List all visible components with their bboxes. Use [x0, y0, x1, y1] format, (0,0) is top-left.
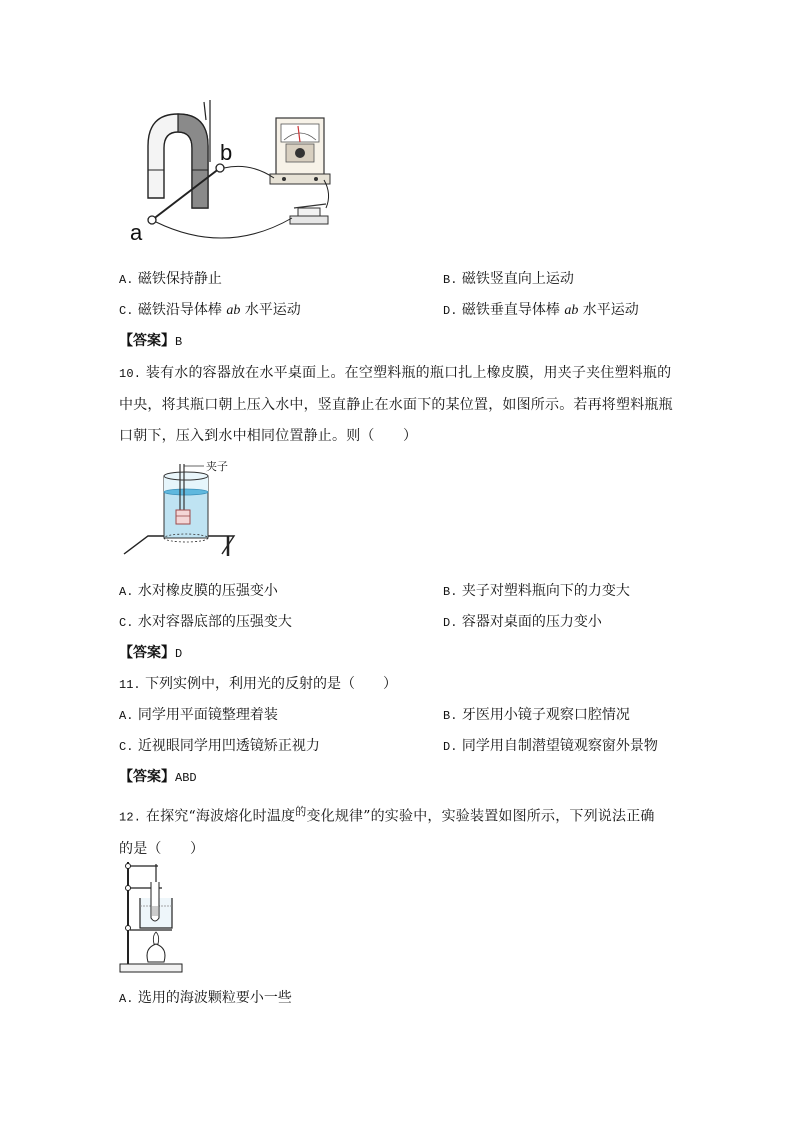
- q11-option-c[interactable]: C. 近视眼同学用凹透镜矫正视力: [119, 738, 320, 754]
- q11-stem: 11. 下列实例中，利用光的反射的是（ ）: [119, 676, 398, 692]
- electromagnetic-induction-diagram: [126, 98, 336, 246]
- q11-option-d[interactable]: D. 同学用自制潜望镜观察窗外景物: [443, 738, 658, 754]
- q9-option-a[interactable]: A. 磁铁保持静止: [119, 271, 222, 287]
- q9-option-d[interactable]: D. 磁铁垂直导体棒 ab 水平运动: [443, 302, 639, 318]
- q10-stem: 10. 装有水的容器放在水平桌面上。在空塑料瓶的瓶口扎上橡皮膜，用夹子夹住塑料瓶的 中央，将其瓶口朝上压入水中，竖直静止在水面下的某位置，如图所示。若再将塑料瓶瓶 口朝下，压入到水中相同位置静止。则（ ）: [119, 365, 673, 444]
- q10-option-d[interactable]: D. 容器对桌面的压力变小: [443, 614, 602, 630]
- q10-option-a[interactable]: A. 水对橡皮膜的压强变小: [119, 583, 278, 599]
- label-b: b: [220, 140, 233, 165]
- q9-option-b[interactable]: B. 磁铁竖直向上运动: [443, 271, 574, 287]
- q12-figure: [118, 858, 184, 974]
- q9-figure: [126, 98, 336, 246]
- q12-stem: 12. 在探究“海波熔化时温度$^的$变化规律”的实验中，实验装置如图所示，下列说法正确 的是（ ）: [119, 805, 655, 857]
- q10-option-b[interactable]: B. 夹子对塑料瓶向下的力变大: [443, 583, 630, 599]
- q10-answer: 【答案】D: [119, 645, 183, 661]
- q10-figure: [122, 458, 240, 558]
- q12-option-a[interactable]: A. 选用的海波颗粒要小一些: [119, 990, 292, 1006]
- q11-option-a[interactable]: A. 同学用平面镜整理着装: [119, 707, 278, 723]
- q11-option-b[interactable]: B. 牙医用小镜子观察口腔情况: [443, 707, 630, 723]
- q11-answer: 【答案】ABD: [119, 769, 197, 785]
- q10-option-c[interactable]: C. 水对容器底部的压强变大: [119, 614, 292, 630]
- label-a: a: [130, 220, 143, 245]
- melting-apparatus-diagram: [118, 858, 184, 974]
- q9-answer: 【答案】B: [119, 333, 183, 349]
- container-bottle-diagram: [122, 458, 240, 558]
- q9-option-c[interactable]: C. 磁铁沿导体棒 ab 水平运动: [119, 302, 301, 318]
- clip-label: 夹子: [206, 461, 228, 473]
